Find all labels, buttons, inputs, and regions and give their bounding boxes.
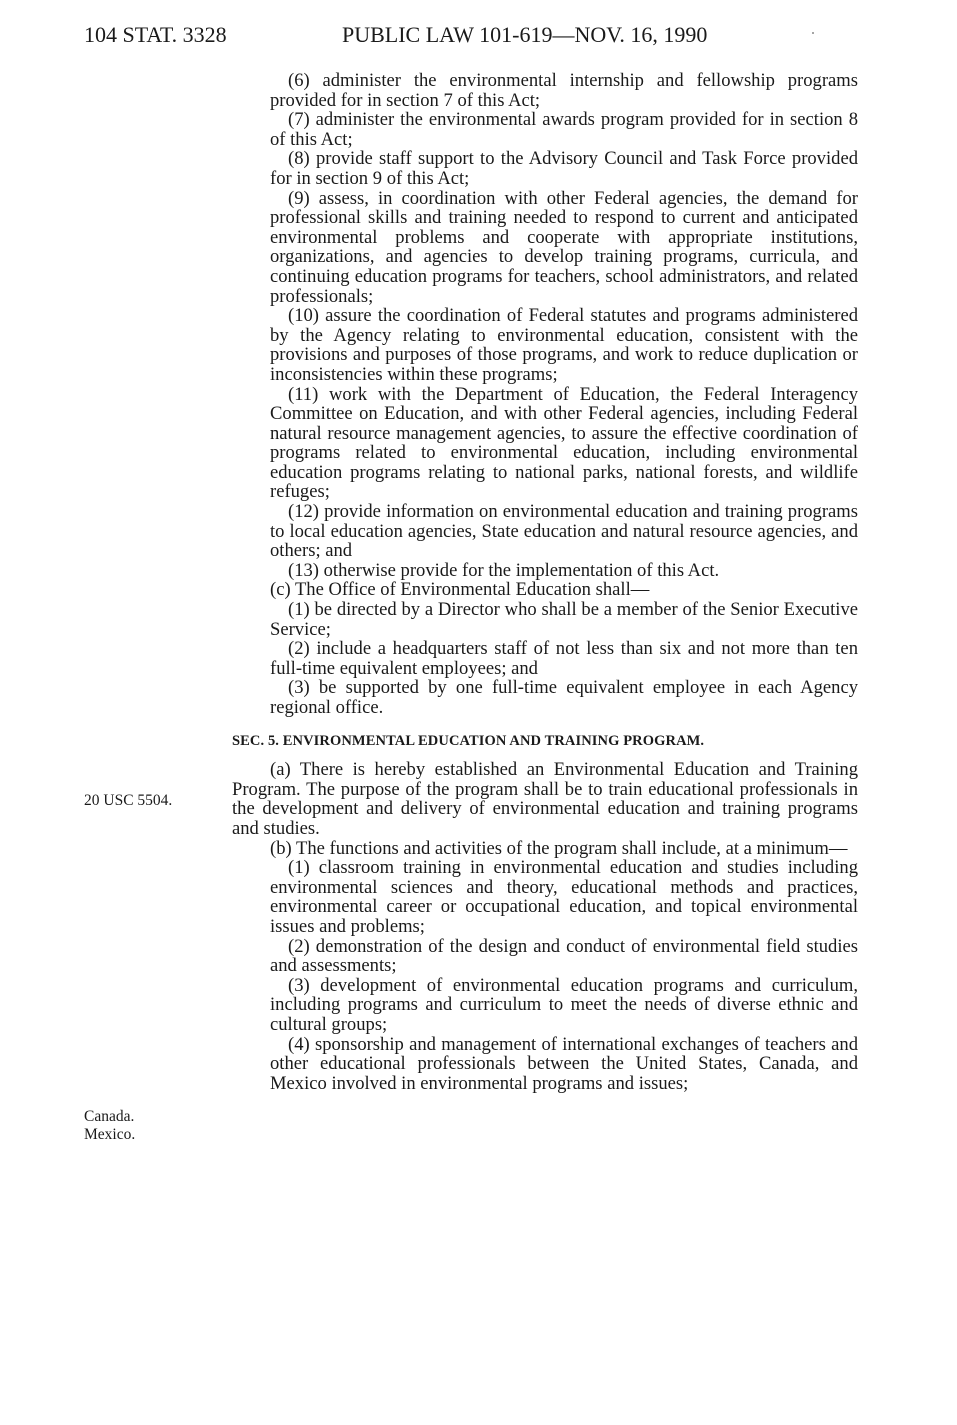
main-text bbox=[232, 71, 858, 1093]
paragraph-6: (6) administer the environmental internship and fellowship programs provided for in section 7 of this Act; bbox=[270, 70, 858, 111]
subsection-a: (a) There is hereby established an Environmental Education and Training Program. The purpose of the program shall be to train educational professionals in the development and delivery of environmental education and training programs and studies. bbox=[232, 759, 858, 839]
statute-page-number: 104 STAT. 3328 bbox=[84, 22, 227, 47]
page-header bbox=[84, 22, 764, 52]
paragraph-13: (13) otherwise provide for the implementation of this Act. bbox=[288, 559, 720, 581]
paragraph-8: (8) provide staff support to the Advisory Council and Task Force provided for in section 9 of this Act; bbox=[270, 148, 858, 189]
subsection-c-2: (2) include a headquarters staff of not less than six and not more than ten full-time equivalent employees; and bbox=[270, 638, 858, 679]
paragraph-11: (11) work with the Department of Education, the Federal Interagency Committee on Education, and with other Federal agencies, including Federal natural resource management agencies, to assure the effective coordination of programs related to environmental education, including environmental education programs relating to national parks, national forests, and wildlife refuges; bbox=[270, 383, 858, 503]
subsection-b-4: (4) sponsorship and management of international exchanges of teachers and other educational professionals between the United States, Canada, and Mexico involved in environmental programs and issues; bbox=[270, 1033, 858, 1094]
margin-note-mexico: Mexico. bbox=[84, 1126, 136, 1143]
paragraph-9: (9) assess, in coordination with other Federal agencies, the demand for professional skills and training needed to respond to current and anticipated environmental problems and cooperate with appropriate institutions, organizations, and agencies to develop training programs, curricula, and continuing education programs for teachers, school administrators, and related professionals; bbox=[270, 187, 858, 307]
subsection-b-3: (3) development of environmental education programs and curriculum, including programs and curriculum to meet the needs of diverse ethnic and cultural groups; bbox=[270, 974, 858, 1035]
subsection-c-intro: (c) The Office of Environmental Education shall— bbox=[270, 579, 650, 601]
section-5-heading: SEC. 5. ENVIRONMENTAL EDUCATION AND TRAINING PROGRAM. bbox=[232, 732, 705, 749]
subsection-b-intro: (b) The functions and activities of the program shall include, at a minimum— bbox=[270, 837, 848, 859]
subsection-b-2: (2) demonstration of the design and conduct of environmental field studies and assessments; bbox=[270, 935, 858, 977]
public-law-citation: PUBLIC LAW 101-619—NOV. 16, 1990 bbox=[342, 22, 708, 47]
paragraph-10: (10) assure the coordination of Federal statutes and programs administered by the Agency relating to environmental education, consistent with the provisions and purposes of those programs, and work to reduce duplication or inconsistencies within these programs; bbox=[270, 305, 858, 385]
subsection-b-1: (1) classroom training in environmental education and studies including environmental sciences and theory, educational methods and practices, environmental career or occupational education, and topical environmental issues and problems; bbox=[270, 857, 858, 937]
scan-speck bbox=[812, 32, 814, 34]
paragraph-7: (7) administer the environmental awards program provided for in section 8 of this Act; bbox=[270, 109, 858, 150]
paragraph-12: (12) provide information on environmental education and training programs to local education agencies, State education and natural resource agencies, and others; and bbox=[270, 501, 858, 562]
subsection-c-3: (3) be supported by one full-time equivalent employee in each Agency regional office. bbox=[270, 677, 858, 718]
subsection-c-1: (1) be directed by a Director who shall be a member of the Senior Executive Service; bbox=[270, 599, 858, 640]
margin-note-usc: 20 USC 5504. bbox=[84, 792, 173, 809]
margin-note-canada: Canada. bbox=[84, 1108, 135, 1125]
